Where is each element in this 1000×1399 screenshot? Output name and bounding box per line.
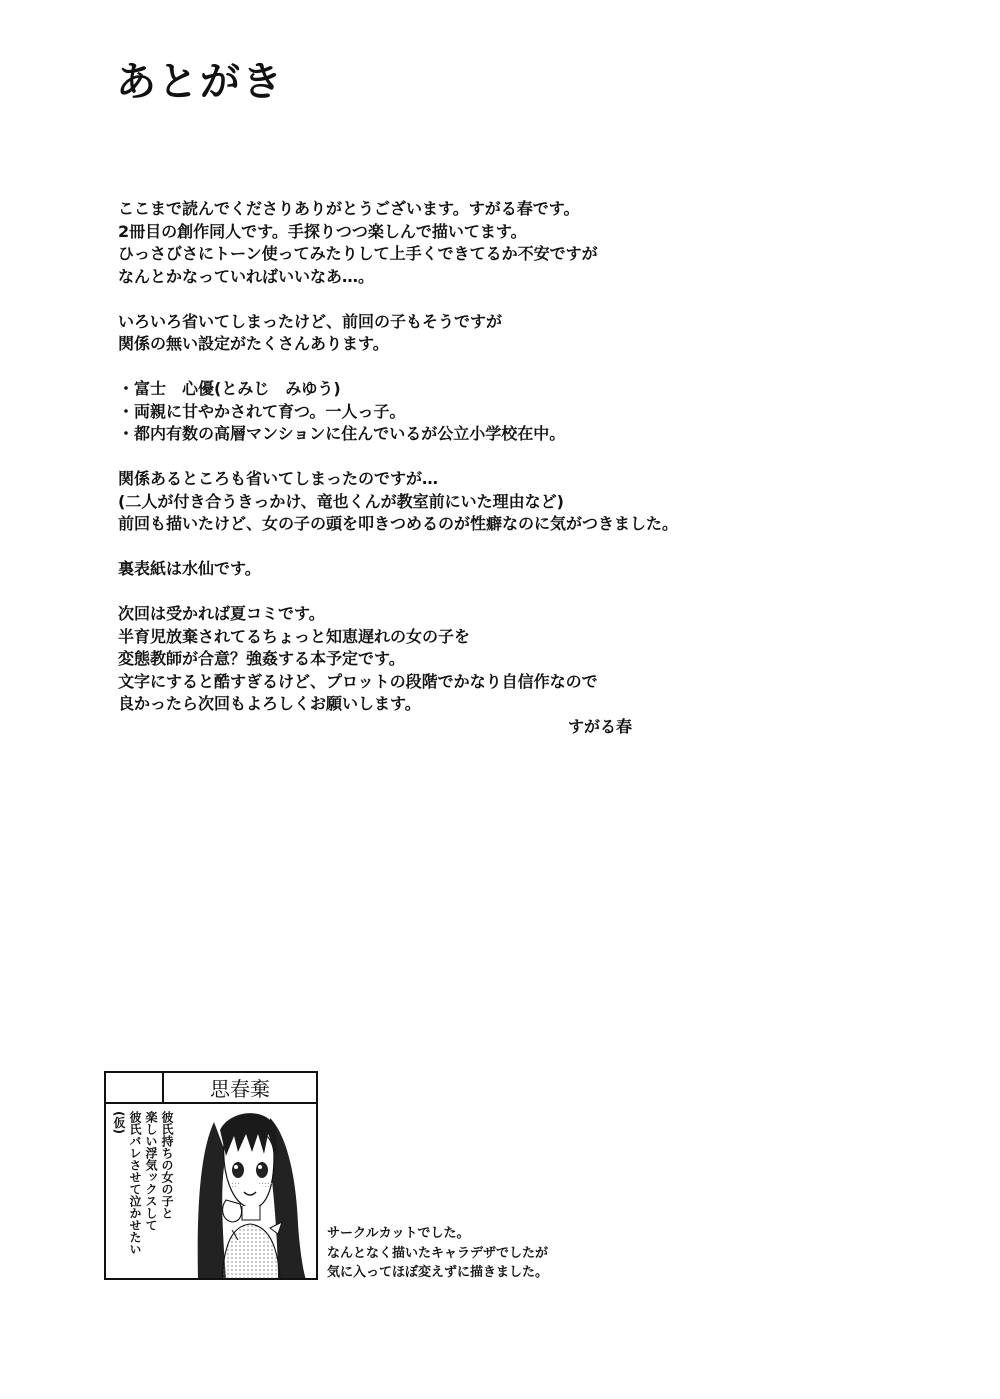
page-title: あとがき <box>116 59 284 105</box>
text-line: いろいろ省いてしまったけど、前回の子もそうですが <box>118 311 503 331</box>
text-line: 前回も描いたけど、女の子の頭を叩きつめるのが性癖なのに気がつきました。 <box>118 514 679 533</box>
text-line: ここまで読んでくださりありがとうございます。すがる春です。 <box>118 199 580 218</box>
circle-cut-space-box <box>106 1073 164 1102</box>
character-illustration <box>174 1104 316 1280</box>
paragraph-next-book <box>118 603 838 716</box>
paragraph-character-notes <box>118 378 838 446</box>
text-line: 良かったら次回もよろしくお願いします。 <box>118 694 421 713</box>
text-line: 半育児放棄されてるちょっと知恵遅れの女の子を <box>118 626 471 646</box>
circle-name: 思春棄 <box>210 1077 270 1101</box>
caption-line: サークルカットでした。 <box>327 1226 470 1241</box>
vertical-text-line: 彼氏バレさせて泣かせたい <box>128 1111 142 1255</box>
paragraph-omitted <box>118 468 838 536</box>
text-line: ・両親に甘やかされて育つ。一人っ子。 <box>118 401 406 421</box>
circle-cut-description <box>112 1111 173 1280</box>
text-line: (二人が付き合うきっかけ、竜也くんが教室前にいた理由など) <box>118 491 564 511</box>
author-signature: すがる春 <box>568 717 633 736</box>
text-line: 裏表紙は水仙です。 <box>118 559 261 578</box>
circle-cut-header <box>106 1073 316 1104</box>
text-line: 次回は受かれば夏コミです。 <box>118 604 325 623</box>
circle-cut <box>104 1071 318 1280</box>
circle-cut-caption <box>327 1224 548 1283</box>
text-line: なんとかなっていればいいなあ…。 <box>118 266 375 286</box>
afterword-body <box>118 198 838 738</box>
text-line: ひっさびさにトーン使ってみたりして上手くできてるか不安ですが <box>118 244 598 263</box>
text-line: 文字にすると酷すぎるけど、プロットの段階でかなり自信作なので <box>118 671 598 691</box>
text-line: 関係あるところも省いてしまったのですが… <box>118 469 439 488</box>
paragraph-back-cover <box>118 558 838 581</box>
caption-line: なんとなく描いたキャラデザでしたが <box>327 1245 549 1261</box>
paragraph-settings-intro <box>118 311 838 356</box>
text-line: 2冊目の創作同人です。手探りつつ楽しんで描いてます。 <box>118 221 527 241</box>
vertical-text-line: 彼氏持ちの女の子と <box>160 1111 174 1219</box>
text-line: 関係の無い設定がたくさんあります。 <box>118 334 389 353</box>
vertical-text-line: 楽しい浮気ックスして <box>144 1111 158 1231</box>
paragraph-greeting <box>118 198 838 288</box>
vertical-text-line: (仮) <box>112 1111 126 1134</box>
caption-line: 気に入ってほぼ変えずに描きました。 <box>327 1265 549 1280</box>
text-line: ・都内有数の高層マンションに住んでいるが公立小学校在中。 <box>118 424 566 443</box>
text-line: ・富士 心優(とみじ みゆう) <box>118 379 341 398</box>
text-line: 変態教師が合意？強姦する本予定です。 <box>118 649 405 668</box>
